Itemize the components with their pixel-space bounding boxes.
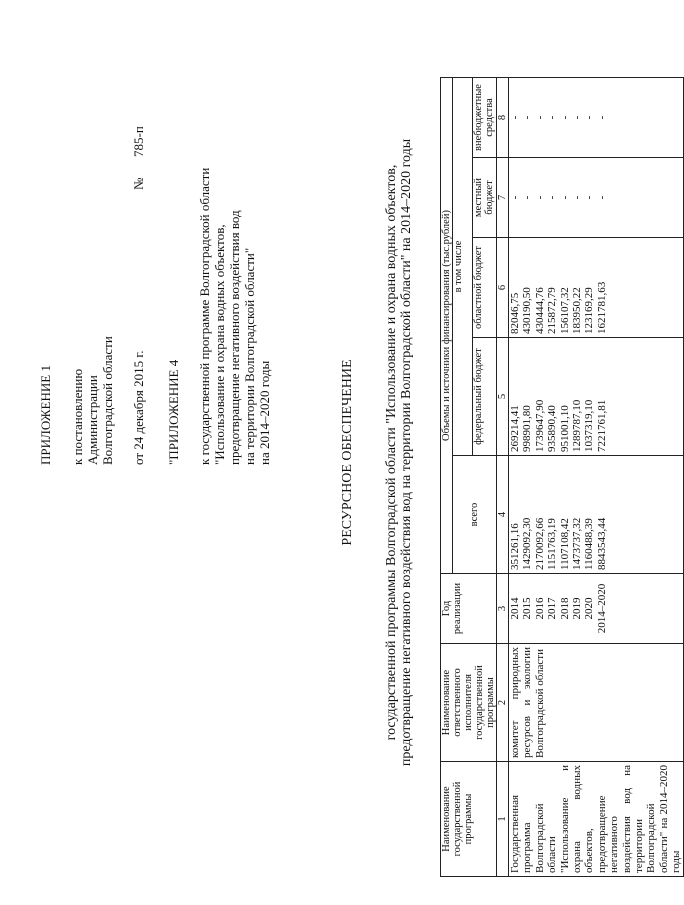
header-including: в том числе [453, 78, 473, 456]
table-cell-year: 2018 [558, 597, 571, 620]
table-cell-year: 2020 [583, 597, 596, 620]
header-total: всего [453, 456, 497, 574]
table-cell-extra: - [558, 115, 571, 120]
table-cell-federal: 1739647,90 [533, 399, 546, 452]
table-cell-regional: 82046,75 [509, 292, 521, 334]
table-cell-regional: 156107,32 [558, 287, 571, 334]
resource-table [440, 77, 684, 877]
header-local: местный бюджет [473, 158, 497, 238]
col-number: 3 [497, 574, 509, 644]
table-cell-local: - [571, 195, 584, 200]
resolution-line-1: к постановлению [70, 368, 85, 465]
table-cell-year: 2014–2020 [595, 583, 608, 634]
table-cell-total: 1107108,42 [558, 518, 571, 570]
document-title: РЕСУРСНОЕ ОБЕСПЕЧЕНИЕ [340, 359, 355, 546]
header-regional: областной бюджет [473, 238, 497, 338]
table-cell-extra: - [546, 115, 559, 120]
appendix4-title: "ПРИЛОЖЕНИЕ 4 [166, 359, 181, 465]
table-cell-federal: 951001,10 [558, 405, 571, 452]
table-cell-total: 1473737,32 [571, 517, 584, 570]
col-number: 4 [497, 456, 509, 574]
table-cell-year: 2014 [509, 597, 521, 620]
program-ref-line-4: на территории Волгоградской области" [242, 247, 257, 465]
table-cell-extra: - [509, 115, 521, 120]
year-column [509, 574, 684, 644]
col-number: 8 [497, 78, 509, 158]
table-cell-total: 8843543,44 [595, 517, 608, 570]
table-cell-local: - [546, 195, 559, 200]
table-cell-extra: - [595, 115, 608, 120]
header-volumes: Объемы и источники финансирования (тыс.рублей) [441, 78, 453, 574]
table-cell-extra: - [521, 115, 534, 120]
table-cell-local: - [521, 195, 534, 200]
document-subtitle-line-1: государственной программы Волгоградской области "Использование и охрана водных объектов, [384, 164, 399, 741]
table-cell-total: 1151763,19 [546, 518, 559, 570]
executor-cell: комитет природных ресурсов и экологии Волгоградской области [509, 644, 684, 762]
table-cell-federal: 1037319,10 [583, 399, 596, 452]
header-extrabudget: внебюджетные средства [473, 78, 497, 158]
table-cell-local: - [595, 195, 608, 200]
total-column [509, 456, 684, 574]
table-cell-total: 2170092,66 [533, 517, 546, 570]
local-column [509, 158, 684, 238]
table-cell-total: 1160488,39 [583, 518, 596, 570]
table-cell-regional: 123169,29 [583, 287, 596, 334]
table-cell-regional: 183950,22 [571, 287, 584, 334]
table-cell-extra: - [571, 115, 584, 120]
table-cell-regional: 215872,79 [546, 287, 559, 334]
program-ref-line-3: предотвращение негативного воздействия вод [227, 210, 242, 465]
program-name-cell: Государственная программа Волгоградской области "Использование и охрана водных объектов, предотвращение негативного воздействия вод на территории Волгоградской области" на 2014–2020 годы [509, 762, 684, 877]
table-cell-local: - [558, 195, 571, 200]
program-ref-line-2: "Использование и охрана водных объектов, [212, 224, 227, 465]
col-number: 7 [497, 158, 509, 238]
resolution-line-3: Волгоградской области [100, 336, 115, 465]
table-cell-year: 2017 [546, 597, 559, 620]
table-cell-extra: - [533, 115, 546, 120]
table-cell-regional: 430190,50 [521, 287, 534, 334]
table-cell-year: 2016 [533, 597, 546, 620]
appendix-title: ПРИЛОЖЕНИЕ 1 [38, 365, 53, 465]
col-number: 2 [497, 644, 509, 762]
date-line: от 24 декабря 2015 г. [131, 350, 146, 465]
federal-column [509, 338, 684, 456]
table-cell-extra: - [583, 115, 596, 120]
header-federal: федеральный бюджет [473, 338, 497, 456]
table-cell-federal: 269214,41 [509, 405, 521, 452]
program-ref-line-1: к государственной программе Волгоградской области [197, 167, 212, 465]
document-subtitle-line-2: предотвращение негативного воздействия вод на территории Волгоградской области" на 2014–2020 годы [399, 138, 414, 767]
regional-column [509, 238, 684, 338]
table-cell-total: 351261,16 [509, 523, 521, 570]
number-sign: № [131, 177, 146, 190]
table-cell-regional: 430444,76 [533, 287, 546, 334]
table-cell-federal: 1289787,10 [571, 399, 584, 452]
table-cell-federal: 7221761,81 [595, 399, 608, 452]
number-value: 785-п [131, 126, 146, 157]
table-cell-local: - [509, 195, 521, 200]
extrabudget-column [509, 78, 684, 158]
resolution-line-2: Администрации [85, 375, 100, 465]
table-cell-local: - [533, 195, 546, 200]
table-cell-federal: 998901,80 [521, 405, 534, 452]
header-executor: Наименование ответственного исполнителя государственной программы [441, 644, 497, 762]
table-cell-local: - [583, 195, 596, 200]
header-year: Год реализации [441, 574, 497, 644]
table-cell-regional: 1621781,63 [595, 281, 608, 334]
col-number: 5 [497, 338, 509, 456]
table-cell-year: 2015 [521, 597, 534, 620]
col-number: 1 [497, 762, 509, 877]
header-program-name: Наименование государственной программы [441, 762, 497, 877]
table-cell-federal: 935890,40 [546, 405, 559, 452]
col-number: 6 [497, 238, 509, 338]
table-cell-year: 2019 [571, 597, 584, 620]
program-ref-line-5: на 2014–2020 годы [257, 360, 272, 465]
table-cell-total: 1429092,30 [521, 517, 534, 570]
